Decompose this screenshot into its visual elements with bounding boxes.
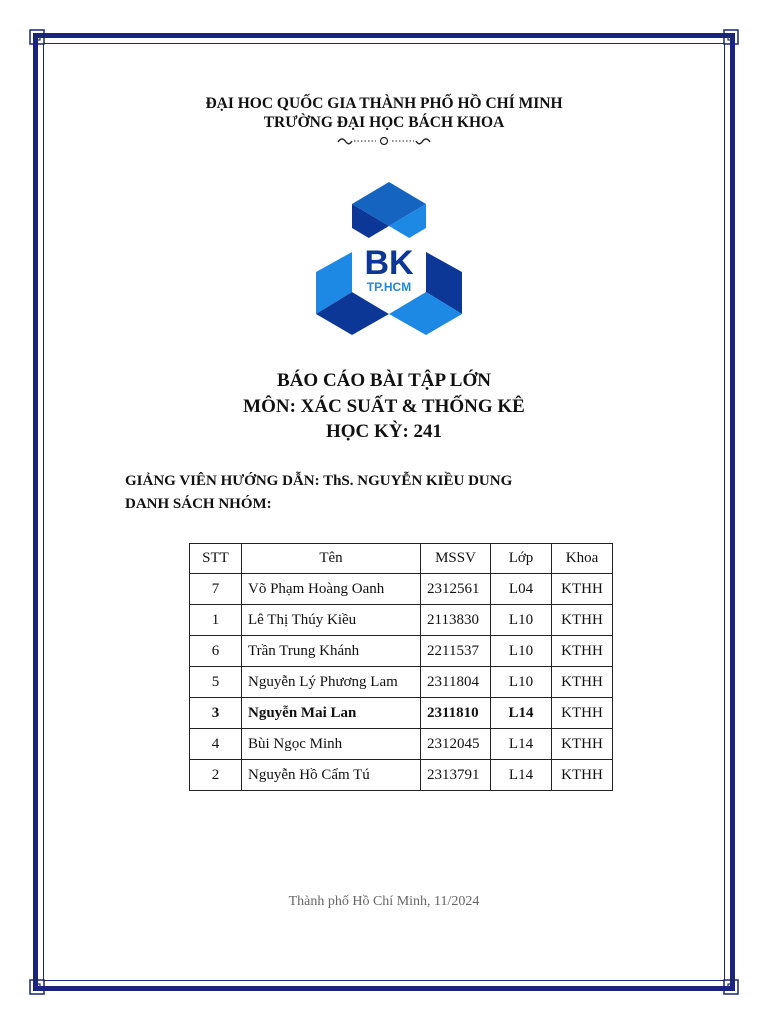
report-title: BÁO CÁO BÀI TẬP LỚN bbox=[277, 370, 491, 391]
table-row bbox=[190, 729, 613, 760]
cell-stt: 6 bbox=[190, 636, 242, 667]
corner-ornament-top-right bbox=[723, 29, 739, 45]
logo-text-bk: BK bbox=[364, 244, 414, 282]
cell-name: Trần Trung Khánh bbox=[242, 636, 421, 667]
cell-name: Nguyễn Lý Phương Lam bbox=[242, 667, 421, 698]
table-header-row bbox=[190, 544, 613, 574]
cell-faculty: KTHH bbox=[552, 729, 613, 760]
cell-stt: 5 bbox=[190, 667, 242, 698]
table-row bbox=[190, 636, 613, 667]
logo-text-city: TP.HCM bbox=[366, 280, 412, 294]
cell-stt: 7 bbox=[190, 574, 242, 605]
cell-faculty: KTHH bbox=[552, 574, 613, 605]
cell-class: L10 bbox=[491, 636, 552, 667]
cell-name: Bùi Ngọc Minh bbox=[242, 729, 421, 760]
cell-stt: 1 bbox=[190, 605, 242, 636]
cell-class: L14 bbox=[491, 698, 552, 729]
cell-class: L10 bbox=[491, 667, 552, 698]
header-faculty: Khoa bbox=[552, 544, 613, 574]
header-name: Tên bbox=[242, 544, 421, 574]
corner-ornament-bottom-left bbox=[29, 979, 45, 995]
university-name: ĐẠI HOC QUỐC GIA THÀNH PHỐ HỒ CHÍ MINH bbox=[205, 95, 563, 112]
cell-stt: 2 bbox=[190, 760, 242, 791]
corner-ornament-top-left bbox=[29, 29, 45, 45]
cell-faculty: KTHH bbox=[552, 698, 613, 729]
advisor-line: GIẢNG VIÊN HƯỚNG DẪN: ThS. NGUYỄN KIỀU DUNG bbox=[125, 473, 513, 489]
cell-student-id: 2312045 bbox=[421, 729, 491, 760]
cell-student-id: 2113830 bbox=[421, 605, 491, 636]
table-row bbox=[190, 760, 613, 791]
table-row bbox=[190, 605, 613, 636]
group-list-label: DANH SÁCH NHÓM: bbox=[125, 496, 272, 512]
cell-name: Lê Thị Thúy Kiều bbox=[242, 605, 421, 636]
cell-name: Võ Phạm Hoàng Oanh bbox=[242, 574, 421, 605]
cell-class: L10 bbox=[491, 605, 552, 636]
table-row bbox=[190, 574, 613, 605]
cell-class: L14 bbox=[491, 729, 552, 760]
school-name: TRƯỜNG ĐẠI HỌC BÁCH KHOA bbox=[263, 114, 505, 131]
cell-name: Nguyễn Hồ Cẩm Tú bbox=[242, 760, 421, 791]
members-table bbox=[189, 543, 613, 791]
cell-faculty: KTHH bbox=[552, 760, 613, 791]
header-class: Lớp bbox=[491, 544, 552, 574]
place-date: Thành phố Hồ Chí Minh, 11/2024 bbox=[288, 894, 480, 909]
cell-stt: 4 bbox=[190, 729, 242, 760]
divider-ornament bbox=[334, 134, 434, 146]
header-stt: STT bbox=[190, 544, 242, 574]
cell-student-id: 2311804 bbox=[421, 667, 491, 698]
bk-logo bbox=[314, 180, 464, 335]
header-student-id: MSSV bbox=[421, 544, 491, 574]
cell-class: L14 bbox=[491, 760, 552, 791]
cell-class: L04 bbox=[491, 574, 552, 605]
cell-student-id: 2311810 bbox=[421, 698, 491, 729]
cell-student-id: 2313791 bbox=[421, 760, 491, 791]
semester: HỌC KỲ: 241 bbox=[325, 421, 443, 442]
cell-faculty: KTHH bbox=[552, 636, 613, 667]
cell-student-id: 2312561 bbox=[421, 574, 491, 605]
course-name: MÔN: XÁC SUẤT & THỐNG KÊ bbox=[243, 396, 525, 417]
cell-name: Nguyễn Mai Lan bbox=[242, 698, 421, 729]
cell-student-id: 2211537 bbox=[421, 636, 491, 667]
cell-stt: 3 bbox=[190, 698, 242, 729]
corner-ornament-bottom-right bbox=[723, 979, 739, 995]
table-row-leader bbox=[190, 698, 613, 729]
table-row bbox=[190, 667, 613, 698]
cell-faculty: KTHH bbox=[552, 605, 613, 636]
cell-faculty: KTHH bbox=[552, 667, 613, 698]
